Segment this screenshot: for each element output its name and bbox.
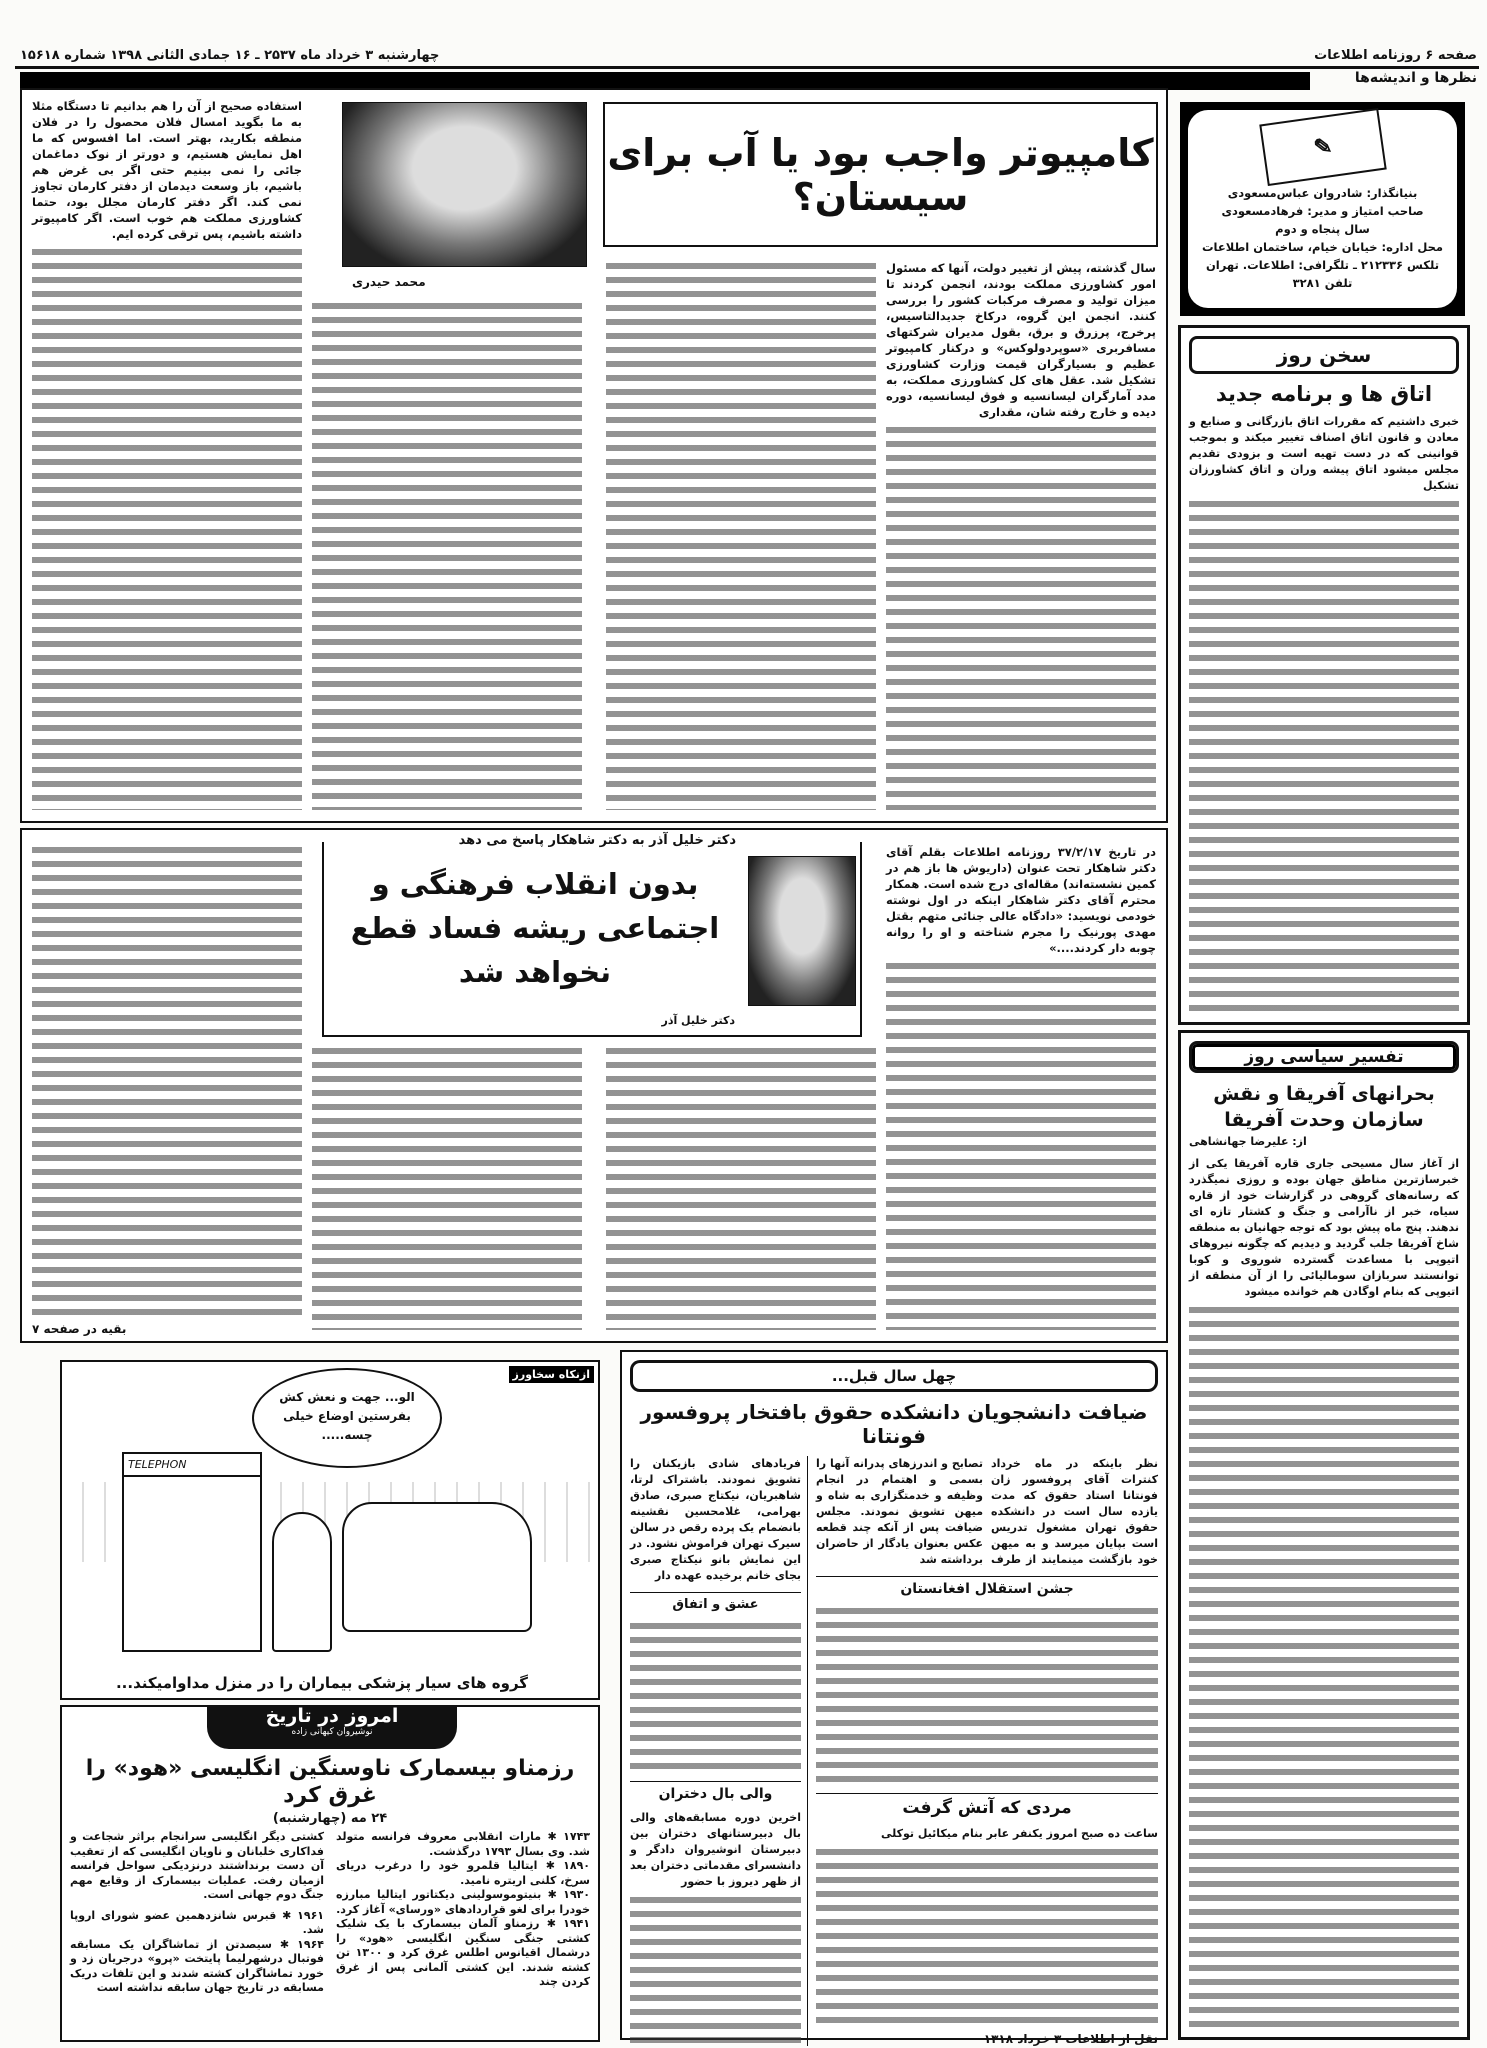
speech-bubble: الو... جهت و نعش کش بفرستین اوضاع خیلی چسه..... xyxy=(252,1368,442,1468)
col-main xyxy=(816,1456,1158,2046)
history-item: کشتی دیگر انگلیسی سرانجام براثر شجاعت و فداکاری خلبانان و ناویان انگلیسی که از تعقیب آن دست برنداشتند درنزدیکی سواحل فرانسه ازمیان رفت. عملیات بیسمارک از وقایع مهم جنگ دوم جهانی است. xyxy=(70,1830,324,1901)
forty-headline: ضیافت دانشجویان دانشکده حقوق بافتخار پروفسور فونتانا xyxy=(640,1400,1148,1448)
history-headline: رزمناو بیسمارک ناوسنگین انگلیسی «هود» را غرق کرد xyxy=(85,1756,575,1808)
history-badge xyxy=(207,1705,457,1749)
article-computer xyxy=(20,88,1168,823)
forty-source: نقل از اطلاعات ۳ خرداد ۱۳۱۸ xyxy=(983,2032,1158,2046)
article-text-a: سال گذشته، پیش از تغییر دولت، آنها که مسئول امور کشاورزی مملکت بودند، انجمن کردند تا میزان تولید و مصرف مرکبات کشور را بررسی کنند. انجمن این گروه، درکاخ جدیدالتاسیس، پرخرج، پرزرق و برق، بقول مدیران شرکتهای مسافربری «سوپردولوکس» و درکنار کامپیوتر عظیم و بسیارگران قیمت وزارت کشاورزی تشکیل شد. عقل های کل کشاورزی مملکت، به مدد آمارگران لیسانسیه و فوق لیسانسیه، دوره دیده و خارج رفته شان، مقداری xyxy=(886,261,1156,419)
owner: صاحب امتیاز و مدیر: فرهادمسعودی xyxy=(1221,204,1424,218)
address: محل اداره: خیابان خیام، ساختمان اطلاعات xyxy=(1201,240,1444,254)
sokhan-rooz-title: اتاق ها و برنامه جدید xyxy=(1215,382,1433,406)
doctor-figure xyxy=(272,1512,332,1652)
founder: بنیانگذار: شادروان عباس‌مسعودی xyxy=(1227,186,1418,200)
masthead xyxy=(1180,102,1465,316)
date-line: چهارشنبه ۳ خرداد ماه ۲۵۳۷ ـ ۱۶ جمادی الثانی ۱۳۹۸ شماره ۱۵۶۱۸ xyxy=(20,48,440,63)
today-in-history xyxy=(60,1705,600,2042)
sub-man-fire-text: ساعت ده صبح امروز یکنفر عابر بنام میکائیل توکلی xyxy=(880,1827,1158,1840)
col4-text: فریادهای شادی بازیکنان را تشویق نمودند. باشتراک لرتا، شاهبریان، نیکتاج صبری، صادق بهرامی، غلامحسین نقشینه بانضمام یک پرده رقص در سالن سیرک تهران فراموش نشود. در این نمایش بانو نیکتاج صبری بجای خانم برخیده عهده دار xyxy=(630,1457,801,1582)
history-item: ۱۹۳۰ ✱ بنیتوموسولینی دیکتاتور ایتالیا مبارزه خودرا برای لغو قراردادهای «ورسای» آغاز کرد. xyxy=(336,1888,590,1916)
author-photo xyxy=(342,102,587,267)
headline-box xyxy=(603,102,1158,247)
year: سال پنجاه و دوم xyxy=(1275,222,1370,236)
history-author: نوشیروان کیهانی زاده xyxy=(291,1727,373,1737)
continued-note: بقیه در صفحه ۷ xyxy=(32,1322,127,1336)
cartoon-credit: ازنکاه سخاورز xyxy=(509,1366,594,1383)
history-col-right xyxy=(336,1830,590,1996)
headline: کامپیوتر واجب بود یا آب برای سیستان؟ xyxy=(607,130,1154,219)
booth-label: TELEPHON xyxy=(124,1454,260,1477)
header-rule xyxy=(15,66,1479,69)
section-label: نظرها و اندیشه‌ها xyxy=(1354,70,1477,86)
forty-years-ago xyxy=(620,1350,1168,2046)
tafsir-author: از: علیرضا جهانشاهی xyxy=(1189,1135,1307,1148)
article-col-4 xyxy=(32,98,302,810)
history-columns xyxy=(70,1830,590,1996)
cartoon-caption: گروه های سیار پزشکی بیماران را در منزل مداوامیکند... xyxy=(115,1674,528,1692)
col-side xyxy=(630,1456,808,2046)
history-label: امروز در تاریخ xyxy=(265,1705,399,1727)
history-item: ۱۹۶۱ ✱ قبرس شانزدهمین عضو شورای اروپا شد. xyxy=(70,1908,324,1936)
phone-booth xyxy=(122,1452,262,1652)
history-col-left xyxy=(70,1830,324,1996)
forty-label: چهل سال قبل... xyxy=(630,1360,1158,1392)
forty-text: نظر باینکه در ماه خرداد کنترات آقای پروفسور زان فونتانا استاد حقوق که مدت یازده سال است در دانشکده حقوق تهران مشغول تدریس است بپایان میرسد و به میهن خود بازگشت مینمایند از طرف تصابح و اندرزهای پدرانه آنها را بسمی و اهتمام در انجام وظیفه و خدمتگزاری به شاه و میهن تشویق نمودند. مجلس ضیافت پس از آنکه چند قطعه عکس بعنوان یادگار از حاضران برداشته شد xyxy=(816,1457,1158,1566)
history-item: ۱۷۴۳ ✱ مارات انقلابی معروف فرانسه متولد شد. وی بسال ۱۷۹۳ درگذشت. xyxy=(336,1830,590,1858)
author-name: دکتر خلیل آذر xyxy=(661,1014,735,1027)
headline-box xyxy=(322,833,862,1037)
sokhan-rooz-label: سخن روز xyxy=(1189,336,1459,374)
sub-love: عشق و اتفاق xyxy=(630,1592,801,1612)
history-item: ۱۹۶۴ ✱ سیصدتن از تماشاگران یک مسابقه فوتبال درشهرلیما پایتخت «پرو» درجریان زد و خورد تماشاگران کشته شدند و این تلفات دریک مسابقه در تاریخ جهان سابقه نداشته است xyxy=(70,1937,324,1994)
kicker: دکتر خلیل آذر به دکتر شاهکار پاسخ می دهد xyxy=(455,833,740,848)
history-item: ۱۸۹۰ ✱ ایتالیا قلمرو خود را درغرب دریای سرخ، کلنی اریتره نامید. xyxy=(336,1859,590,1887)
sokhan-rooz-box xyxy=(1178,325,1470,1025)
article-col-1 xyxy=(886,260,1156,810)
author-photo xyxy=(748,856,856,1006)
tafsir-title: بحرانهای آفریقا و نقش سازمان وحدت آفریقا xyxy=(1213,1083,1435,1131)
sub-volleyball-text: اخرین دوره مسابقه‌های والی بال دبیرستانهای دختران بین دبیرستان انوشیروان دادگر و دانشسرای مقدماتی دختران بعد از ظهر دیروز با حضور xyxy=(630,1810,801,1888)
page-label: صفحه ۶ روزنامه اطلاعات xyxy=(1314,48,1477,63)
article2-col-1 xyxy=(886,844,1156,1330)
history-item: ۱۹۴۱ ✱ رزمناو آلمان بیسمارک با یک شلیک کشتی جنگی سنگین انگلیسی «هود» را درشمال اقیانوس اطلس غرق کرد و ۱۳۰۰ تن کشته شدند. این کشتی آلمانی پس از غرق کردن چند xyxy=(336,1917,590,1988)
telex: تلکس ۲۱۲۳۳۶ ـ تلگرافی: اطلاعات. تهران xyxy=(1205,258,1440,272)
article2-col-4 xyxy=(32,844,302,1336)
sub-man-fire: مردی که آتش گرفت xyxy=(816,1793,1158,1818)
tafsir-text: از آغاز سال مسیحی جاری قاره آفریقا یکی از خبرسازترین مناطق جهان بوده و روزی نمیگذرد که رسانه‌های گروهی در گزارشات خود از قاره سیاه، خبر از ناآرامی و جنگ و کشتار تازه ای ندهند. پنج ماه پیش بود که توجه جهانیان به منطقه شاخ آفریقا جلب گردید و دیدیم که چگونه نیروهای اتیوپی با مساعدت گسترده شوروی و کوبا توانستند سربازان سومالیائی را از آن منطقه از اتیوپی که بنام اوگادن هم خوانده میشود xyxy=(1189,1157,1459,1298)
newspaper-logo: ✎ xyxy=(1259,108,1386,186)
article-text-b: استفاده صحیح از آن را هم بدانیم تا دستگاه مثلا به ما بگوید امسال فلان محصول را در فلان منطقه بکارید، بهتر است. اما افسوس که ما اهل نمایش هستیم، و دورتر از نوک دماغمان جائی را نمی بینیم حتی اگر بی غرض هم باشیم، باز وسعت دیدمان از دفتر کارمان تجاوز نمی کند. اگر دفتر کارمان مجلل بود، حتما کشاورزی مملکت هم خوب است. اگر کامپیوتر داشته باشیم، پس ترقی کرده ایم. xyxy=(32,99,302,241)
cartoon xyxy=(60,1360,600,1700)
sub-afghan: جشن استقلال افغانستان xyxy=(816,1576,1158,1597)
sokhan-rooz-text: خبری داشتیم که مقررات اتاق بازرگانی و صنایع و معادن و قانون اتاق اصناف تغییر میکند و بموجب قوانینی که در دست تهیه است و بزودی تقدیم مجلس میشود اتاق پیشه وران و اتاق کشاورزان تشکیل xyxy=(1189,415,1459,492)
tafsir-box xyxy=(1178,1030,1470,2040)
sub-volleyball: والی بال دختران xyxy=(630,1781,801,1802)
article-azar xyxy=(20,828,1168,1343)
ambulance xyxy=(342,1502,532,1632)
tafsir-label: تفسیر سیاسی روز xyxy=(1189,1041,1459,1073)
article-text: در تاریخ ۳۷/۲/۱۷ روزنامه اطلاعات بقلم آقای دکتر شاهکار تحت عنوان (داریوش ها باز هم در کمین نشسته‌اند) مقاله‌ای درج شده است. همکار محترم آقای دکتر شاهکار اینکه در اول نوشته خودمی نویسید: «دادگاه عالی جنائی متهم بقتل مهدی پورنیک را مجرم شناخته و او را روانه چوبه دار کردند....» xyxy=(886,845,1156,955)
author-name: محمد حیدری xyxy=(352,275,426,289)
phone: تلفن ۳۲۸۱ xyxy=(1292,276,1353,290)
headline: بدون انقلاب فرهنگی و اجتماعی ریشه فساد قطع نخواهد شد xyxy=(350,867,720,989)
history-date: ۲۴ مه (چهارشنبه) xyxy=(272,1811,388,1826)
